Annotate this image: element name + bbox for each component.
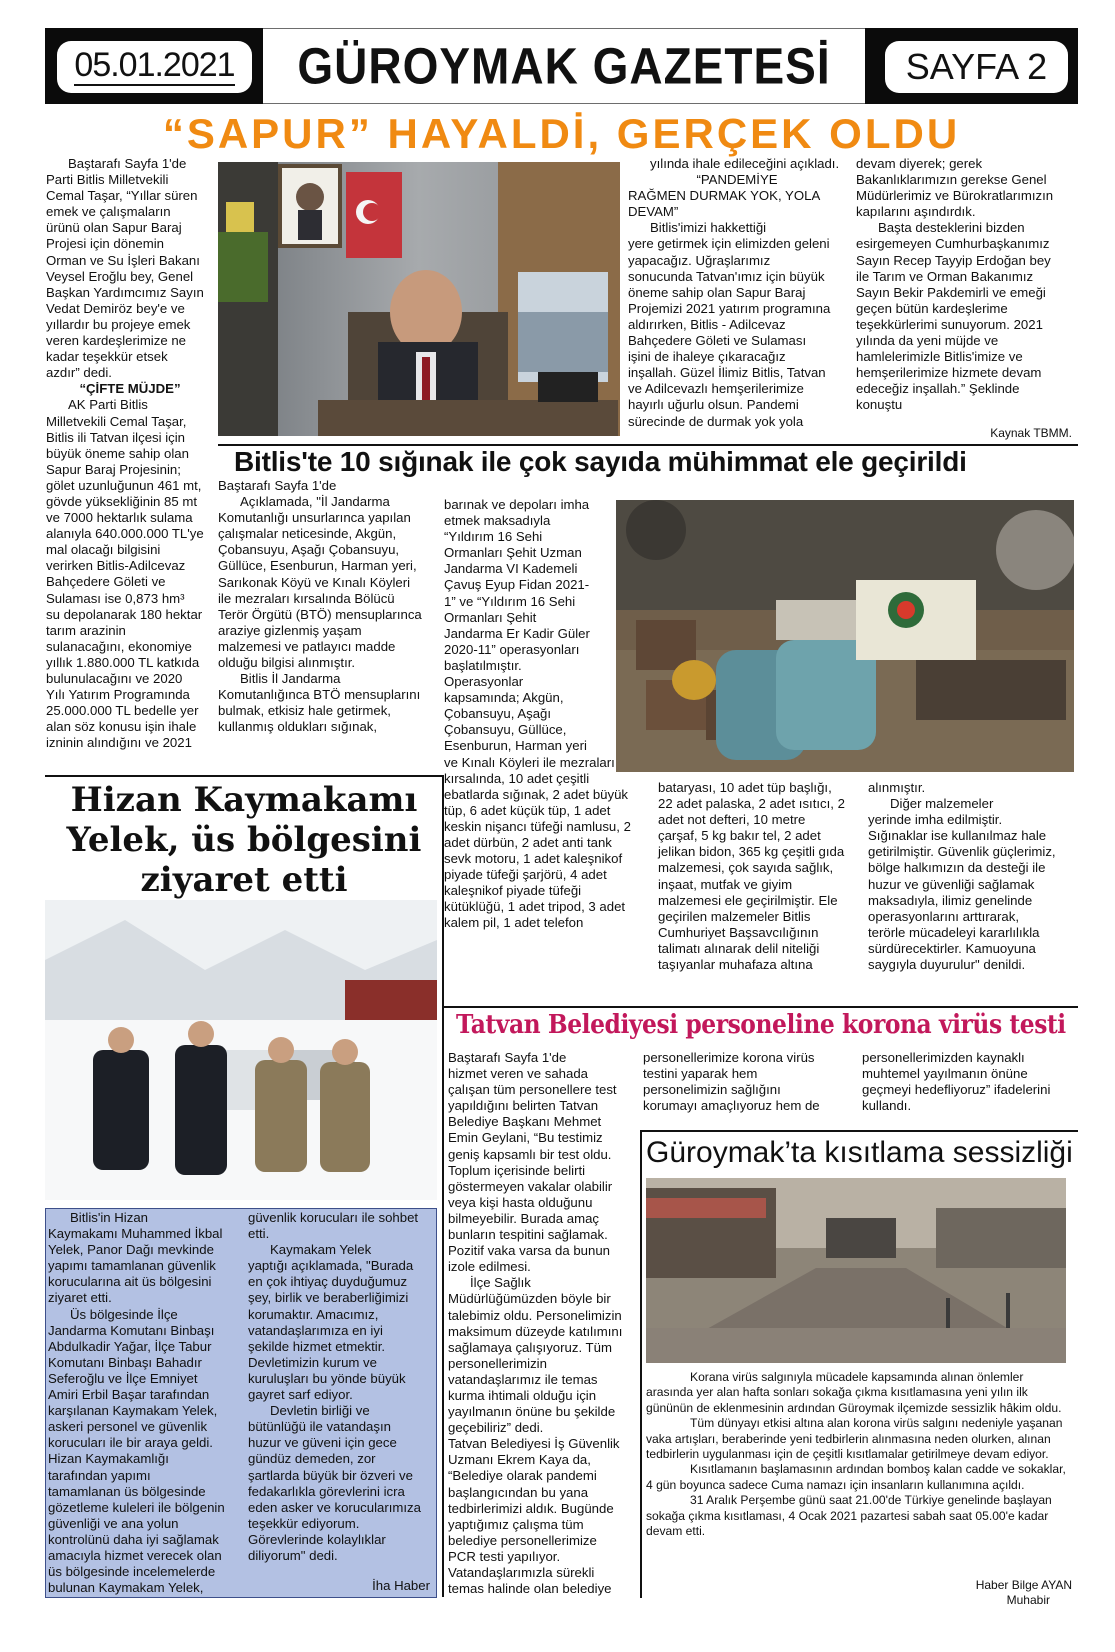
text-line: Bitlis'imizi hakkettiği xyxy=(650,220,767,236)
text-line: kapılarını aşındırdık. xyxy=(856,204,976,220)
text-line: çarşaf, 5 kg bakır tel, 2 adet xyxy=(658,828,821,844)
text-line: kuruluşları bu yönde büyük xyxy=(248,1370,406,1386)
sapur-column-3 xyxy=(856,156,1078,414)
text-line: esirgemeyen Cumhurbaşkanımız xyxy=(856,236,1050,252)
text-line: inşallah. Güzel İlimiz Bitlis, Tatvan xyxy=(628,365,826,381)
paragraph: Tüm dünyayı etkisi altına alan korona virüs salgını nedeniyle yaşanan vaka artışları, beraberinde yeni tedbirlerin alınmasına neden olurken, alınan tedbirlerin uygulanması için de çeşitli kısıtlamalar getirilmeye devam ediyor. xyxy=(646,1416,1063,1462)
text-line: korumaktır. Amacımız, xyxy=(248,1306,379,1322)
text-line: Orman ve Su İşleri Bakanı xyxy=(46,252,200,268)
text-line: Milletvekili Cemal Taşar, xyxy=(46,413,187,429)
text-line: göstermeyen vakalar olabilir xyxy=(448,1178,613,1194)
text-line: sürecinde de durmak yok yola xyxy=(628,413,804,429)
text-line: azdır” dedi. xyxy=(46,365,112,381)
text-line: Jandarma VI Kademeli xyxy=(444,561,578,577)
tatvan-column-2 xyxy=(643,1050,857,1114)
text-line: saygıyla duyurulur" denildi. xyxy=(868,957,1026,973)
text-line: temas halinde olan belediye xyxy=(448,1581,612,1597)
text-line: Vatandaşlarımızla sürekli xyxy=(448,1565,595,1580)
guroymak-byline xyxy=(846,1578,1072,1608)
text-line: Cumhuriyet Başsavcılığının xyxy=(658,924,819,940)
text-line: Müdürlerimiz ve Bürokratlarımızın xyxy=(856,188,1054,204)
text-line: araziye gizlenmiş yaşam xyxy=(218,622,362,638)
text-line: Devletimizin kurum ve xyxy=(248,1354,377,1370)
text-line: operasyonlarını arttırarak, xyxy=(868,908,1019,924)
text-line: yapacağız. Uğraşlarımız xyxy=(628,252,771,268)
text-line: çalışan tüm personellere test xyxy=(448,1082,617,1098)
text-line: personellerimize korona virüs xyxy=(643,1050,815,1065)
text-line: Esenburun, Harman yeri xyxy=(444,738,587,754)
text-line: yaptığımız çalışma tüm xyxy=(448,1516,584,1532)
text-line: barınak ve depoları imha xyxy=(444,497,590,512)
text-line: su depolanarak 180 hektar xyxy=(46,606,203,622)
text-line: Abdulkadir Yağar, İlçe Tabur xyxy=(48,1338,212,1354)
text-line: Görevlerinde kolaylıklar xyxy=(248,1531,386,1547)
text-line: vatandaşlarımıza en iyi xyxy=(248,1322,383,1338)
text-line: Baştarafı Sayfa 1'de xyxy=(448,1050,567,1065)
text-line: “PANDEMİYE xyxy=(696,172,778,188)
tatvan-headline: Tatvan Belediyesi personeline korona virüs testi xyxy=(456,1010,1066,1040)
text-line: Komutanlığı unsurlarınca yapılan xyxy=(218,510,411,526)
text-line: Bitlis ili Tatvan ilçesi için xyxy=(46,429,186,445)
text-line: malzemesi ele geçirilmiştir. Ele xyxy=(658,892,838,908)
text-line: korucularına ait üs bölgesini xyxy=(48,1274,212,1290)
snow-visit-photo xyxy=(45,900,437,1200)
text-line: personelimizin sağlığını xyxy=(643,1082,781,1098)
text-line: 1” ve “Yıldırım 16 Sehi xyxy=(444,593,576,609)
text-line: İlçe Sağlık xyxy=(470,1275,531,1291)
text-line: Sayın Recep Tayyip Erdoğan bey xyxy=(856,252,1051,268)
hizan-headline-line: ziyaret etti xyxy=(140,860,348,900)
text-line: sulanacağını, ekonomiye xyxy=(46,638,192,654)
text-line: tüp, 6 adet küçük tüp, 1 adet xyxy=(444,802,611,818)
text-line: Ormanları Şehit Uzman xyxy=(444,545,582,561)
text-line: huzur ve güvenliği sağlamak xyxy=(868,876,1035,892)
text-line: tamamlanan üs bölgesinde xyxy=(48,1483,206,1499)
text-line: kaleşnikof piyade tüfeği xyxy=(444,883,582,899)
newspaper-title: GÜROYMAK GAZETESİ xyxy=(263,29,865,104)
sapur-column-1 xyxy=(46,156,214,751)
text-line: Bitlis'in Hizan xyxy=(70,1210,149,1225)
text-line: Sarıkonak Köyü ve Kınalı Köyleri xyxy=(218,574,411,590)
text-line: Cemal Taşar, “Yıllar süren xyxy=(46,188,198,204)
text-line: Projemizi 2021 yatırım programına xyxy=(628,300,831,316)
text-line: hayırlı uğurlu olsun. Pandemi xyxy=(628,397,799,413)
text-line: tarım arazinin xyxy=(46,622,126,638)
text-line: askeri personel ve güvenlik xyxy=(48,1419,208,1435)
text-line: ebatlarda sığınak, 2 adet büyük xyxy=(444,786,629,802)
text-line: Başta desteklerini bizden xyxy=(878,220,1025,236)
ammunition-photo xyxy=(616,500,1074,772)
text-line: hamlelerimizle Bitlis'imize ve xyxy=(856,349,1023,365)
text-line: alanıyla 640.000.000 TL'ye xyxy=(46,526,204,542)
text-line: edeceğiz inşallah.” Şeklinde xyxy=(856,381,1020,397)
office-photo xyxy=(218,162,620,436)
text-line: keskin nişancı tüfeği namlusu, 2 xyxy=(444,818,631,834)
text-line: maksadıyla, ilimiz genelinde xyxy=(868,892,1033,908)
text-line: en çok ihtiyaç duyduğumuz xyxy=(248,1274,408,1290)
text-line: ve 7000 hektarlık sulama xyxy=(46,510,193,526)
text-line: Yelek, Panor Dağı mevkinde xyxy=(48,1242,214,1258)
text-line: gölet uzunluğunun 461 mt, xyxy=(46,477,202,493)
text-line: amacıyla hizmet verecek olan xyxy=(48,1547,222,1563)
text-line: Tatvan Belediyesi İş Güvenlik xyxy=(448,1436,620,1452)
text-line: yıllık 1.880.000 TL katkıda xyxy=(46,654,200,670)
text-line: Ormanları Şehit xyxy=(444,609,537,625)
siginak-column-4 xyxy=(868,780,1080,973)
text-line: malzemesi ve patlayıcı madde xyxy=(218,638,396,654)
hizan-source: İha Haber xyxy=(372,1578,430,1593)
text-line: PCR testi yapılıyor. xyxy=(448,1548,561,1564)
text-line: işini de ihaleye çıkaracağız xyxy=(628,349,786,365)
text-line: gövde yüksekliğinin 85 mt xyxy=(46,493,198,509)
text-line: Müdürlüğümüzden böyle bir xyxy=(448,1291,611,1307)
text-line: Sulaması ise 0,873 hm³ xyxy=(46,590,185,606)
siginak-column-1 xyxy=(218,478,443,736)
text-line: 2020-11” operasyonları xyxy=(444,641,580,657)
text-line: konuştu xyxy=(856,397,903,413)
empty-street-photo-image xyxy=(646,1178,1066,1363)
text-line: olduğu bilgisi alınmıştır. xyxy=(218,655,356,671)
text-line: bulunulacağını ve 2020 xyxy=(46,671,183,686)
text-line: personellerimizin xyxy=(448,1355,547,1371)
paragraph: Kısıtlamanın başlamasının ardından bomboş kalan cadde ve sokaklar, 4 gün boyunca sadece Cuma namazı için insanların kullanımına açıldı. xyxy=(646,1462,1066,1492)
text-line: yerinde imha edilmiştir. xyxy=(868,812,1003,828)
text-line: tarafından yapımı xyxy=(48,1467,151,1483)
text-line: huzur ve güveni için gece xyxy=(248,1435,397,1451)
text-line: sevk motoru, 1 adet kaleşnikof xyxy=(444,851,623,867)
text-line: teşekkür ediyorum. xyxy=(248,1515,360,1531)
text-line: gündüz demeden, zor xyxy=(248,1451,376,1467)
text-line: Sapur Baraj Projesinin; xyxy=(46,461,181,477)
text-line: Belediye Başkanı Mehmet xyxy=(448,1114,602,1130)
text-line: korucuları ile bir araya geldi. xyxy=(48,1435,213,1451)
text-line: ile Tarım ve Orman Bakanımız xyxy=(856,268,1034,284)
text-line: getirilmiştir. Güvenlik güçlerimiz, xyxy=(868,844,1056,860)
sapur-column-2 xyxy=(628,156,846,430)
paragraph: 31 Aralık Perşembe günü saat 21.00'de Türkiye genelinde başlayan sokağa çıkma kısıtlaması, 4 Ocak 2021 pazartesi sabah saat 05.00'e kadar devam etti. xyxy=(646,1493,1052,1539)
section-divider xyxy=(45,775,443,777)
text-line: diliyorum" dedi. xyxy=(248,1547,338,1563)
text-line: belediye personellerimize xyxy=(448,1532,597,1548)
text-line: bölge halkımızın da desteği ile xyxy=(868,860,1046,876)
page-number: SAYFA 2 xyxy=(885,41,1068,93)
text-line: etmek maksadıyla xyxy=(444,513,551,529)
text-line: ürünü olan Sapur Baraj xyxy=(46,220,182,236)
office-photo-image xyxy=(218,162,620,436)
text-line: geçirilen malzemeler Bitlis xyxy=(658,908,811,924)
text-line: öneme sahip olan Sapur Baraj xyxy=(628,284,806,300)
text-line: Pozitif vaka varsa da bunun xyxy=(448,1243,611,1259)
text-line: piyade tüfeği şarjörü, 4 adet xyxy=(444,867,607,883)
text-line: bütünlüğü ile vatandaşın xyxy=(248,1419,391,1435)
text-line: gayret sarf ediyor. xyxy=(248,1387,353,1403)
snow-visit-photo-image xyxy=(45,900,437,1200)
siginak-column-3 xyxy=(658,780,868,973)
section-divider xyxy=(444,1006,1078,1008)
text-line: maksimum düzeyde katılımını xyxy=(448,1323,623,1339)
text-line: üs bölgesinde incelemelerde xyxy=(48,1564,216,1580)
text-line: Komutanlığınca BTÖ mensuplarını xyxy=(218,687,421,703)
issue-date: 05.01.2021 xyxy=(57,41,252,93)
text-line: büyük öneme sahip olan xyxy=(46,445,189,461)
text-line: Üs bölgesinde İlçe xyxy=(70,1306,178,1322)
text-line: emek ve çalışmaların xyxy=(46,204,171,220)
text-line: Kaymakam Yelek xyxy=(270,1242,372,1258)
text-line: Operasyonlar xyxy=(444,674,524,690)
hizan-headline xyxy=(45,780,443,900)
siginak-headline: Bitlis'te 10 sığınak ile çok sayıda mühimmat ele geçirildi xyxy=(234,446,967,477)
ammunition-photo-image xyxy=(616,500,1074,772)
text-line: yıllardır bu projeye emek xyxy=(46,316,191,332)
text-line: yapımı tamamlanan güvenlik xyxy=(48,1258,216,1274)
text-line: Yılı Yatırım Programında xyxy=(46,687,190,703)
text-line: Bahçedere Göleti ve Sulaması xyxy=(628,333,807,349)
text-line: Hizan Kaymakamlığı xyxy=(48,1451,169,1467)
text-line: sürdürecektirler. Kamuoyuna xyxy=(868,940,1036,956)
tatvan-column-3 xyxy=(862,1050,1078,1114)
reporter-name: Haber Bilge AYAN xyxy=(975,1578,1072,1592)
text-line: jelikan bidon, 365 kg çeşitli gıda xyxy=(658,844,845,860)
text-line: talimatı alınarak delil niteliği xyxy=(658,940,820,956)
guroymak-body xyxy=(646,1370,1072,1539)
empty-street-photo xyxy=(646,1178,1066,1363)
text-line: kadar teşekkür etsek xyxy=(46,349,168,365)
text-line: 22 adet palaska, 2 adet ısıtıcı, 2 xyxy=(658,796,845,812)
text-line: adet dürbün, 2 adet anti tank xyxy=(444,834,612,850)
text-line: vatandaşlarımız ile temas xyxy=(448,1371,598,1387)
text-line: Diğer malzemeler xyxy=(890,796,994,812)
text-line: terörle mücadeleyi kararlılıkla xyxy=(868,924,1040,940)
text-line: Sayın Bekir Pakdemirli ve emeği xyxy=(856,284,1046,300)
text-line: geniş kapsamlı bir test oldu. xyxy=(448,1146,612,1162)
text-line: yayılmanın önüne bu şekilde xyxy=(448,1404,616,1420)
text-line: Vedat Demiröz bey'e ve xyxy=(46,300,185,316)
text-line: tedbirlerimizi aldık. Bugünde xyxy=(448,1500,614,1516)
text-line: 25.000.000 TL bedelle yer xyxy=(46,703,199,719)
text-line: taşıyanlar muhafaza altına xyxy=(658,957,813,973)
text-line: yere getirmek için elimizden geleni xyxy=(628,236,830,252)
text-line: Çobansuyu, Güllüce, xyxy=(444,722,567,738)
hizan-headline-line: Hizan Kaymakamı xyxy=(70,780,418,820)
text-line: ziyaret etti. xyxy=(48,1290,112,1306)
text-line: gözetleme kuleleri ile bölgenin xyxy=(48,1499,225,1515)
text-line: kurma ihtimali olduğu için xyxy=(448,1387,597,1403)
text-line: bilmeyebilir. Burada amaç xyxy=(448,1210,599,1226)
text-line: şekilde hizmet etmektir. xyxy=(248,1338,386,1354)
text-line: Devletin birliği ve xyxy=(270,1403,370,1419)
text-line: kırsalında, 10 adet çeşitli xyxy=(444,770,590,786)
masthead xyxy=(45,28,1078,104)
text-line: verirken Bitlis-Adilcevaz xyxy=(46,558,186,574)
text-line: Baştarafı Sayfa 1'de xyxy=(68,156,187,171)
text-line: Veysel Eroğlu bey, Genel xyxy=(46,268,194,284)
text-line: alan söz konusu işin ihale xyxy=(46,719,197,735)
text-line: Komutanı Binbaşı Bahadır xyxy=(48,1354,202,1370)
text-line: teşekkürlerimi sunuyorum. 2021 xyxy=(856,316,1043,332)
text-line: adet not defteri, 10 metre xyxy=(658,812,806,828)
text-line: sonucunda Tatvan'ımız için büyük xyxy=(628,268,825,284)
text-line: karşılanan Kaymakam Yelek, xyxy=(48,1403,218,1419)
text-line: Toplum içerisinde belirti xyxy=(448,1162,586,1178)
text-line: fedakarlıkla görevlerini icra xyxy=(248,1483,405,1499)
text-line: personellerimizden kaynaklı xyxy=(862,1050,1025,1065)
section-divider xyxy=(640,1130,1078,1132)
text-line: Çobansuyu, Aşağı Çobansuyu, xyxy=(218,542,400,558)
text-line: Güllüce, Esenburun, Harman yeri, xyxy=(218,558,417,574)
text-line: Çavuş Eyup Fidan 2021- xyxy=(444,577,590,593)
text-line: Terör Örgütü (BTÖ) mensuplarınca xyxy=(218,606,422,622)
text-line: başlangıcından bu yana xyxy=(448,1484,589,1500)
text-line: hizmet veren ve sahada xyxy=(448,1066,589,1082)
text-line: AK Parti Bitlis xyxy=(68,397,148,413)
text-line: Başkan Yardımcımız Sayın xyxy=(46,284,204,300)
text-line: mal olacağı bilgisini xyxy=(46,542,161,558)
text-line: alınmıştır. xyxy=(868,780,926,795)
hizan-column-2 xyxy=(248,1210,436,1564)
text-line: veren kardeşlerimize ne xyxy=(46,333,186,349)
text-line: kullanmış oldukları sığınak, xyxy=(218,719,378,735)
text-line: yılında da yeni müjde ve xyxy=(856,333,999,349)
text-line: ve Kınalı Köyleri ile mezraları xyxy=(444,754,615,770)
text-line: bunların tespitini sağlamak. xyxy=(448,1227,608,1243)
text-line: ve Adilcevazlı hemşerilerimize xyxy=(628,381,804,397)
text-line: malzemesi, çok sayıda sağlık, xyxy=(658,860,834,876)
text-line: bulmak, etkisiz hale getirmek, xyxy=(218,703,391,719)
text-line: güvenlik korucuları ile sohbet xyxy=(248,1210,419,1225)
text-line: sağlamaya çalışıyoruz. Tüm xyxy=(448,1339,612,1355)
text-line: Kaymakamı Muhammed İkbal xyxy=(48,1226,223,1242)
text-line: Uzmanı Ekrem Kaya da, xyxy=(448,1452,591,1468)
text-line: kontrolünü daha iyi sağlamak xyxy=(48,1531,219,1547)
text-line: Baştarafı Sayfa 1'de xyxy=(218,478,337,493)
text-line: kalem pil, 1 adet telefon xyxy=(444,915,584,931)
guroymak-headline: Güroymak’ta kısıtlama sessizliği xyxy=(646,1136,1073,1169)
text-line: Bitlis İl Jandarma xyxy=(240,671,341,687)
text-line: Parti Bitlis Milletvekili xyxy=(46,172,169,188)
text-line: Çobansuyu, Aşağı xyxy=(444,706,552,722)
tatvan-column-1 xyxy=(448,1050,638,1597)
sapur-source: Kaynak TBMM. xyxy=(990,426,1072,440)
text-line: RAĞMEN DURMAK YOK, YOLA xyxy=(628,188,821,204)
text-line: şey, birlik ve beraberliğimizi xyxy=(248,1290,409,1306)
text-line: devam diyerek; gerek xyxy=(856,156,983,171)
text-line: “ÇİFTE MÜJDE” xyxy=(79,381,181,397)
text-line: eden asker ve korucularımıza xyxy=(248,1499,421,1515)
text-line: Emin Geylani, “Bu testimiz xyxy=(448,1130,603,1146)
text-line: Bakanlıklarımızın gerekse Genel xyxy=(856,172,1047,188)
paragraph: Korana virüs salgınıyla mücadele kapsamında alınan önlemler arasında yer alan hafta sonları sokağa çıkma kısıtlamasına yeni yılın ilk gününün de eklenmesinin ardından Güroymak ilçemizde sessizlik hâkim oldu. xyxy=(646,1370,1062,1415)
text-line: testini yaparak hem xyxy=(643,1066,758,1082)
text-line: çalışmalar neticesinde, Akgün, xyxy=(218,526,397,542)
text-line: geçen bütün kardeşlerime xyxy=(856,300,1008,316)
text-line: ile mezraları kırsalında Bölücü xyxy=(218,590,395,606)
text-line: Bahçedere Göleti ve xyxy=(46,574,166,590)
text-line: yapıldığını belirten Tatvan xyxy=(448,1098,599,1114)
text-line: aldırırken, Bitlis - Adilcevaz xyxy=(628,316,786,332)
text-line: kullandı. xyxy=(862,1098,912,1114)
text-line: Projesi için dönemin xyxy=(46,236,165,252)
text-line: izninin alındığını ve 2021 xyxy=(46,735,192,751)
text-line: etti. xyxy=(248,1226,270,1242)
text-line: izole edilmesi. xyxy=(448,1259,531,1275)
text-line: Açıklamada, "İl Jandarma xyxy=(240,494,390,510)
text-line: Jandarma Komutanı Binbaşı xyxy=(48,1322,215,1338)
siginak-column-2 xyxy=(444,497,644,932)
text-line: veya kişi hasta olduğunu xyxy=(448,1194,593,1210)
text-line: Sığınaklar ise kullanılmaz hale xyxy=(868,828,1047,844)
text-line: “Belediye olarak pandemi xyxy=(448,1468,597,1484)
text-line: geçebiliriz” dedi. xyxy=(448,1420,544,1436)
text-line: hemşerilerimize hizmete devam xyxy=(856,365,1042,381)
text-line: korumayı amaçlıyoruz hem de xyxy=(643,1098,820,1114)
text-line: bataryası, 10 adet tüp başlığı, xyxy=(658,780,832,795)
text-line: muhtemel yayılmanın önüne xyxy=(862,1066,1028,1082)
text-line: Seferoğlu ve İlçe Emniyet xyxy=(48,1370,198,1386)
column-divider xyxy=(640,1130,642,1598)
text-line: Amiri Erbil Başar tarafından xyxy=(48,1387,210,1403)
text-line: inşaat, mutfak ve giyim xyxy=(658,876,793,892)
sapur-headline: “SAPUR” HAYALDİ, GERÇEK OLDU xyxy=(162,110,961,157)
text-line: “Yıldırım 16 Sehi xyxy=(444,529,543,545)
text-line: başlatılmıştır. xyxy=(444,657,522,673)
text-line: geçmeyi hedefliyoruz” ifadelerini xyxy=(862,1082,1051,1098)
text-line: yılında ihale edileceğini açıkladı. xyxy=(650,156,840,171)
text-line: DEVAM” xyxy=(628,204,679,220)
reporter-role: Muhabir xyxy=(1006,1593,1050,1607)
text-line: şartlarda büyük bir özveri ve xyxy=(248,1467,413,1483)
text-line: bulunan Kaymakam Yelek, xyxy=(48,1580,204,1596)
hizan-headline-line: Yelek, üs bölgesini xyxy=(66,820,422,860)
text-line: kapsamında; Akgün, xyxy=(444,690,564,706)
text-line: Jandarma Er Kadir Güler xyxy=(444,625,590,641)
text-line: talebimiz oldu. Personelimizin xyxy=(448,1307,622,1323)
text-line: güvenliği ve ana yolun xyxy=(48,1515,179,1531)
hizan-column-1 xyxy=(48,1210,246,1596)
text-line: yaptığı açıklamada, "Burada xyxy=(248,1258,414,1274)
text-line: kütüklüğü, 1 adet tripod, 3 adet xyxy=(444,899,626,915)
